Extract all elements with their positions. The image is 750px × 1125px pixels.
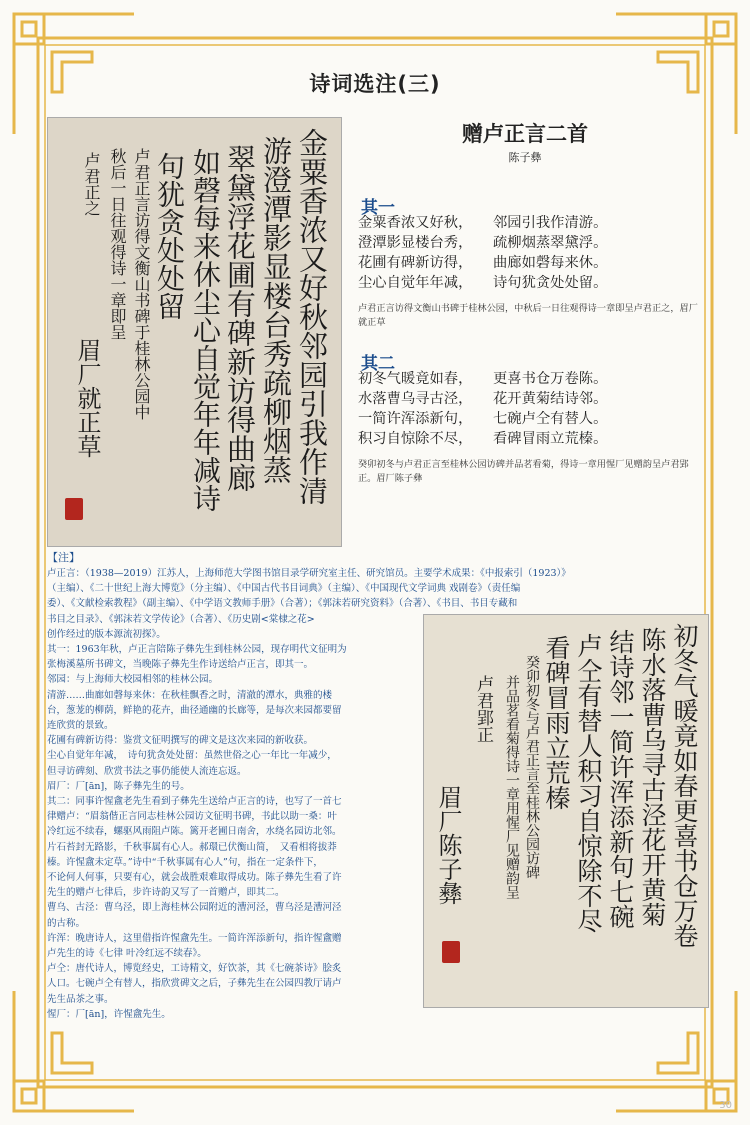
calligraphy-column: 眉厂就正草 <box>73 338 101 458</box>
poem-title: 赠卢正言二首 <box>462 122 588 146</box>
section-heading-1: 其一 <box>361 198 395 218</box>
note-line: 其二：同事许惺盦老先生看到子彝先生送给卢正言的诗，也写了一首七 <box>47 796 342 808</box>
note-line: 曹乌、古泾：曹乌泾，即上海桂林公园附近的漕河泾，曹乌泾是漕河泾 <box>47 902 342 914</box>
calligraphy-column: 游澄潭影显楼台秀疏柳烟蒸 <box>259 136 293 484</box>
calligraphy-column: 初冬气暖竟如春更喜书仓万卷 <box>670 623 699 948</box>
note-line: 先生品茶之事。 <box>47 993 114 1005</box>
poem-section-2 <box>358 369 607 449</box>
section-note-2: 癸卯初冬与卢君正言至桂林公园访碑并品茗看菊，得诗一章用惺厂见赠韵呈卢君郢正。眉厂陈子彝 <box>358 459 689 484</box>
calligraphy-column: 金粟香浓又好秋邻园引我作清 <box>295 128 329 505</box>
calligraphy-column: 并品茗看菊得诗一章用惺厂见赠韵呈 <box>504 675 520 899</box>
note-line: 不论何人何事，只要有心，就会战胜艰难取得成功。陈子彝先生看了许 <box>47 872 342 884</box>
note-line: 人口。七碗卢仝有替人，指欣赏碑文之后，子彝先生在公园四教厅请卢 <box>47 978 342 990</box>
page-title: 诗词选注(三) <box>309 72 441 96</box>
note-line: 书目之目录》、《郭沫若文学传论》（合著）、《历史剧<棠棣之花> <box>47 613 315 625</box>
note-line: 其一：1963年秋，卢正言陪陈子彝先生到桂林公园，现存明代文征明为 <box>47 644 347 656</box>
poem-line: 澄潭影显楼台秀， 疏柳烟蒸翠黛浮。 <box>358 235 608 251</box>
notes-heading: 【注】 <box>47 551 80 564</box>
poem-author: 陈子彝 <box>508 151 542 164</box>
page-number: 30 <box>719 1100 732 1111</box>
poem-line: 积习自惊除不尽， 看碑冒雨立荒榛。 <box>358 431 608 447</box>
poem-line: 初冬气暖竟如春， 更喜书仓万卷陈。 <box>358 371 608 387</box>
poem-line: 花圃有碑新访得， 曲廊如磬每来休。 <box>358 255 608 271</box>
section-note-1: 卢君正言访得文衡山书碑于桂林公园，中秋后一日往观得诗一章即呈卢君正之，眉厂就正草 <box>358 303 698 328</box>
calligraphy-column: 卢君郢正 <box>473 675 493 743</box>
calligraphy-column: 句犹贪处处留 <box>153 152 186 320</box>
note-line: 卢先生的诗《七律 叶冷红远不续春》。 <box>47 948 207 960</box>
note-line: 尘心自觉年年减， 诗句犹贪处处留：虽然世俗之心一年比一年减少， <box>47 750 337 762</box>
note-line: 卢正言：（1938—2019）江苏人，上海师范大学图书馆目录学研究室主任、研究馆员。主要学术成果：《中报索引（1923）》 <box>47 568 571 579</box>
calligraphy-image-2 <box>423 614 709 1008</box>
calligraphy-column: 卢君正言访得文衡山书碑于桂林公园中 <box>132 148 151 420</box>
poem-line: 一简许浑添新句， 七碗卢仝有替人。 <box>358 411 608 427</box>
calligraphy-image-1 <box>47 117 342 547</box>
red-seal-stamp <box>442 941 460 963</box>
calligraphy-column: 癸卯初冬与卢君正言至桂林公园访碑 <box>524 655 540 879</box>
note-line: 眉厂：厂[ān]，陈子彝先生的号。 <box>47 780 190 792</box>
note-line: 先生的赠卢七律后，步许诗韵又写了一首赠卢，即其二。 <box>47 887 285 899</box>
note-line: 委）、《文献检索教程》（副主编）、《中学语文教师手册》（合著）；《郭沫若研究资料》（合著）、《书目、书目专藏和 <box>47 598 518 610</box>
note-line: 花圃有碑新访得：鉴赏文征明撰写的碑文是这次来园的新收获。 <box>47 735 314 747</box>
note-line: 许浑：晚唐诗人，这里借指许惺盦先生。一简许浑添新句，指许惺盦赠 <box>47 932 342 944</box>
calligraphy-column: 卢仝有替人积习自惊除不尽 <box>574 633 603 933</box>
calligraphy-column: 眉厂陈子彝 <box>434 785 462 905</box>
note-line: 律赠卢：“眉翁偕正言同志桂林公园访文征明书碑，书此以助一桑：叶 <box>47 811 337 823</box>
note-line: 卢仝：唐代诗人，博览经史，工诗精文，好饮茶，其《七碗茶诗》脍炙 <box>47 963 342 975</box>
calligraphy-column: 翠黛浮花圃有碑新访得曲廊 <box>223 144 257 492</box>
poem-line: 水落曹乌寻古泾， 花开黄菊结诗邻。 <box>358 391 608 407</box>
calligraphy-column: 如磬每来休尘心自觉年年减诗 <box>189 148 222 512</box>
note-line: 连欣赏的景致。 <box>47 720 114 732</box>
calligraphy-column: 看碑冒雨立荒榛 <box>542 635 571 810</box>
calligraphy-column: 卢君正之 <box>82 152 101 216</box>
calligraphy-column: 秋后一日往观得诗一章即呈 <box>108 148 127 340</box>
poem-line: 金粟香浓又好秋， 邻园引我作清游。 <box>358 215 608 231</box>
note-line: 张梅溪墓所书碑文，当晚陈子彝先生作诗送给卢正言，即其一。 <box>47 659 314 671</box>
note-line: 榛。许惺盦未定草。”诗中“千秋事属有心人”句，指在一定条件下， <box>47 856 323 868</box>
note-line: 的古称。 <box>47 917 86 929</box>
note-line: 创作经过的版本源流初探》。 <box>47 628 166 640</box>
section-heading-2: 其二 <box>361 354 395 374</box>
poem-section-1 <box>358 213 607 293</box>
red-seal-stamp <box>65 498 83 520</box>
calligraphy-column: 结诗邻一简许浑添新句七碗 <box>606 629 635 929</box>
note-line: 邻园：与上海师大校园相邻的桂林公园。 <box>47 674 219 686</box>
note-line: 惺厂：厂[ān]，许惺盦先生。 <box>47 1008 171 1020</box>
note-line: 但寻访碑刻、欣赏书法之事仍能使人流连忘返。 <box>47 765 247 777</box>
calligraphy-column: 陈水落曹乌寻古泾花开黄菊 <box>638 627 667 927</box>
note-line: 片石苔封无路影，千秋事属有心人。郝環已伏衡山简， 又看相将拔莽 <box>47 841 337 853</box>
note-line: （主编）、《二十世纪上海大博览》（分主编）、《中国古代书目词典》（主编）、《中国现代文学词典 戏剧卷》（责任编 <box>47 583 521 595</box>
note-line: 冷红远不续春，螺驱风雨阻卢陈。篱开老圃日南舍，水绕名园访北邻。 <box>47 826 342 838</box>
poem-line: 尘心自觉年年减， 诗句犹贪处处留。 <box>358 275 608 291</box>
note-line: 清游……曲廊如磬每来休：在秋桂飘香之时，清澈的潭水，典雅的楼 <box>47 689 333 701</box>
note-line: 台，葱茏的柳荫，鲜艳的花卉，曲径通幽的长廊等，是每次来园都要留 <box>47 704 342 716</box>
